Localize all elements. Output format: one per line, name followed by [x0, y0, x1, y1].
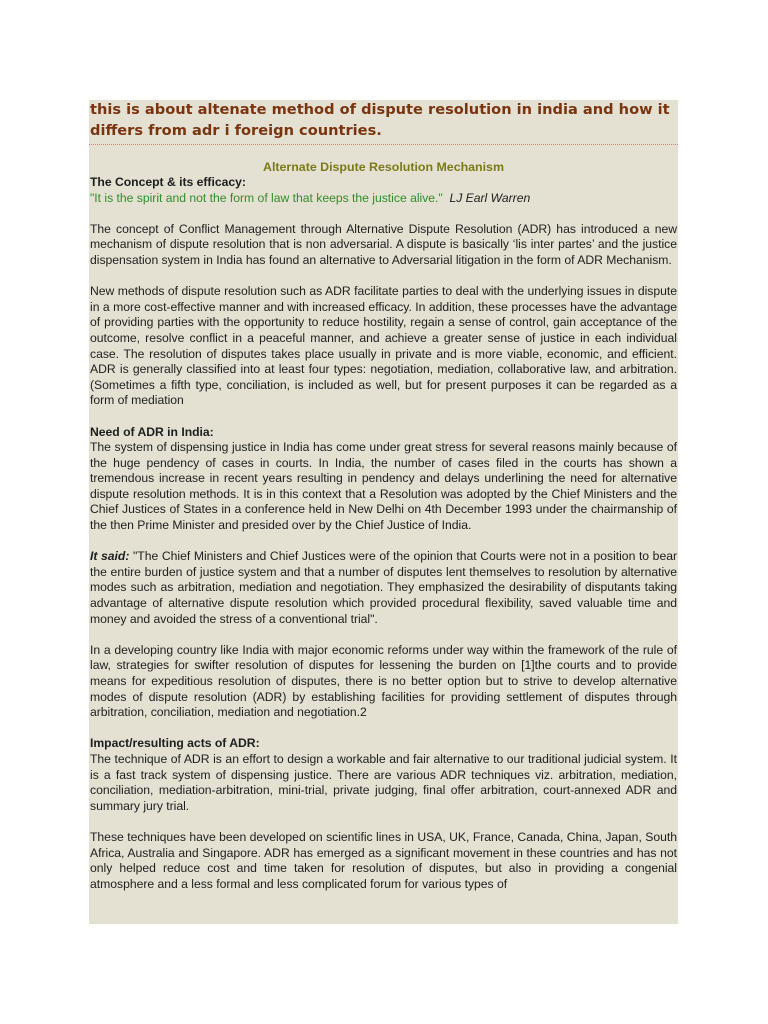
document-page	[89, 100, 678, 924]
paragraph-countries: These techniques have been developed on scientific lines in USA, UK, France, Canada, China, Japan, South Africa, Australia and Singapore. ADR has emerged as a significant movement in these countries and has not only helped reduce cost and time taken for resolution of disputes, but also in providing a congenial atmosphere and a less formal and less complicated forum for various types of	[90, 829, 677, 891]
quote-author: LJ Earl Warren	[449, 190, 531, 205]
document-body	[89, 175, 678, 892]
concept-heading: The Concept & its efficacy:	[90, 175, 246, 189]
paragraph-need: The system of dispensing justice in India has come under great stress for several reasons mainly because of the huge pendency of cases in courts. In India, the number of cases filed in the courts has shown a tremendous increase in recent years resulting in pendency and delays underlining the need for alternative dispute resolution methods. It is in this context that a Resolution was adopted by the Chief Ministers and the Chief Justices of States in a conference held in New Delhi on 4th December 1993 under the chairmanship of the then Prime Minister and presided over by the Chief Justice of India.	[90, 440, 677, 533]
paragraph-adr-methods: New methods of dispute resolution such as ADR facilitate parties to deal with the underlying issues in dispute in a more cost-effective manner and with increased efficacy. In addition, these processes have the advantage of providing parties with the opportunity to reduce hostility, regain a sense of control, gain acceptance of the outcome, resolve conflict in a peaceful manner, and achieve a greater sense of justice in each individual case. The resolution of disputes takes place usually in private and is more viable, economic, and efficient. ADR is generally classified into at least four types: negotiation, mediation, collaborative law, and arbitration. (Sometimes a fifth type, conciliation, is included as well, but for present purposes it can be regarded as a form of mediation	[90, 284, 677, 408]
document-heading: this is about altenate method of dispute resolution in india and how it differs from adr i foreign countries.	[89, 100, 678, 145]
it-said-text: "The Chief Ministers and Chief Justices were of the opinion that Courts were not in a position to bear the entire burden of justice system and that a number of disputes lent themselves to resolution by alternative modes such as arbitration, mediation and negotiation. They emphasized the desirability of disputants taking advantage of alternative dispute resolution which provided procedural flexibility, saved valuable time and money and avoided the stress of a conventional trial".	[90, 549, 677, 626]
paragraph-techniques: The technique of ADR is an effort to design a workable and fair alternative to our traditional judicial system. It is a fast track system of dispensing justice. There are various ADR techniques viz. arbitration, mediation, conciliation, mediation-arbitration, mini-trial, private judging, final offer arbitration, court-annexed ADR and summary jury trial.	[90, 751, 677, 813]
need-heading: Need of ADR in India:	[90, 424, 214, 439]
section-title: Alternate Dispute Resolution Mechanism	[263, 160, 504, 174]
quote-text: "It is the spirit and not the form of law that keeps the justice alive."	[90, 190, 443, 205]
paragraph-conflict-management: The concept of Conflict Management through Alternative Dispute Resolution (ADR) has introduced a new mechanism of dispute resolution that is non adversarial. A dispute is basically ‘lis inter partes’ and the justice dispensation system in India has found an alternative to Adversarial litigation in the form of ADR Mechanism.	[90, 221, 677, 267]
impact-heading: Impact/resulting acts of ADR:	[90, 736, 260, 751]
it-said-label: It said:	[90, 549, 130, 564]
quote-line	[90, 191, 677, 207]
paragraph-developing-country: In a developing country like India with major economic reforms under way within the framework of the rule of law, strategies for swifter resolution of disputes for lessening the burden on [1]the courts and to provide means for expeditious resolution of disputes, there is no better option but to strive to develop alternative modes of dispute resolution (ADR) by establishing facilities for providing settlement of disputes through arbitration, conciliation, mediation and negotiation.2	[90, 642, 677, 720]
paragraph-it-said	[90, 549, 677, 627]
